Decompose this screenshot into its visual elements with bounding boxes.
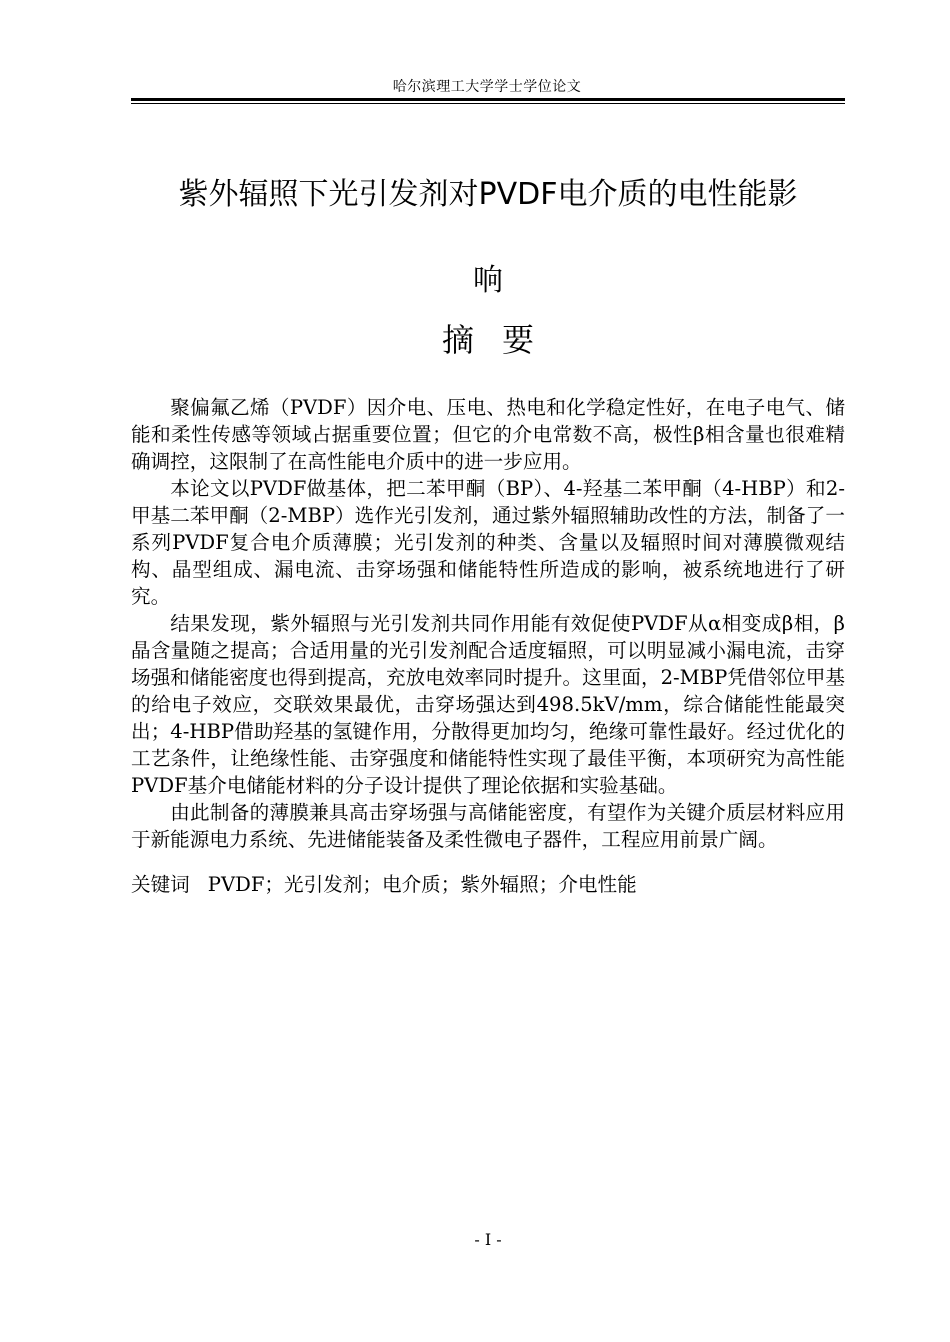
keywords-label: 关键词 (131, 873, 190, 896)
page-number: - I - (474, 1230, 502, 1249)
abstract-paragraph-2: 本论文以PVDF做基体，把二苯甲酮（BP）、4-羟基二苯甲酮（4-HBP）和2-甲基二苯甲酮（2-MBP）选作光引发剂，通过紫外辐照辅助改性的方法，制备了一系列PVDF复合电介质薄膜；光引发剂的种类、含量以及辐照时间对薄膜微观结构、晶型组成、漏电流、击穿场强和储能特性所造成的影响，被系统地进行了研究。 (131, 477, 845, 608)
abstract-paragraph-3: 结果发现，紫外辐照与光引发剂共同作用能有效促使PVDF从α相变成β相，β晶含量随之提高；合适用量的光引发剂配合适度辐照，可以明显减小漏电流，击穿场强和储能密度也得到提高，充放电效率同时提升。这里面，2-MBP凭借邻位甲基的给电子效应，交联效果最优，击穿场强达到498.5kV/mm，综合储能性能最突出；4-HBP借助羟基的氢键作用，分散得更加均匀，绝缘可靠性最好。经过优化的工艺条件，让绝缘性能、击穿强度和储能特性实现了最佳平衡，本项研究为高性能PVDF基介电储能材料的分子设计提供了理论依据和实验基础。 (131, 612, 845, 797)
header-rule-thick (131, 98, 845, 101)
keywords-list: PVDF；光引发剂；电介质；紫外辐照；介电性能 (207, 873, 637, 896)
header-rule-thin (131, 103, 845, 104)
thesis-title (131, 152, 845, 324)
keywords-line (131, 871, 845, 898)
abstract-paragraph-4: 由此制备的薄膜兼具高击穿场强与高储能密度，有望作为关键介质层材料应用于新能源电力系统、先进储能装备及柔性微电子器件，工程应用前景广阔。 (131, 801, 845, 851)
running-header: 哈尔滨理工大学学士学位论文 (392, 79, 582, 95)
abstract-body (131, 394, 845, 898)
abstract-heading: 摘要 (441, 321, 562, 359)
abstract-paragraph-1: 聚偏氟乙烯（PVDF）因介电、压电、热电和化学稳定性好，在电子电气、储能和柔性传感等领域占据重要位置；但它的介电常数不高，极性β相含量也很难精确调控，这限制了在高性能电介质中的进一步应用。 (131, 396, 845, 473)
thesis-title-line1: 紫外辐照下光引发剂对PVDF电介质的电性能影 (178, 177, 798, 212)
thesis-title-line2: 响 (473, 263, 503, 298)
